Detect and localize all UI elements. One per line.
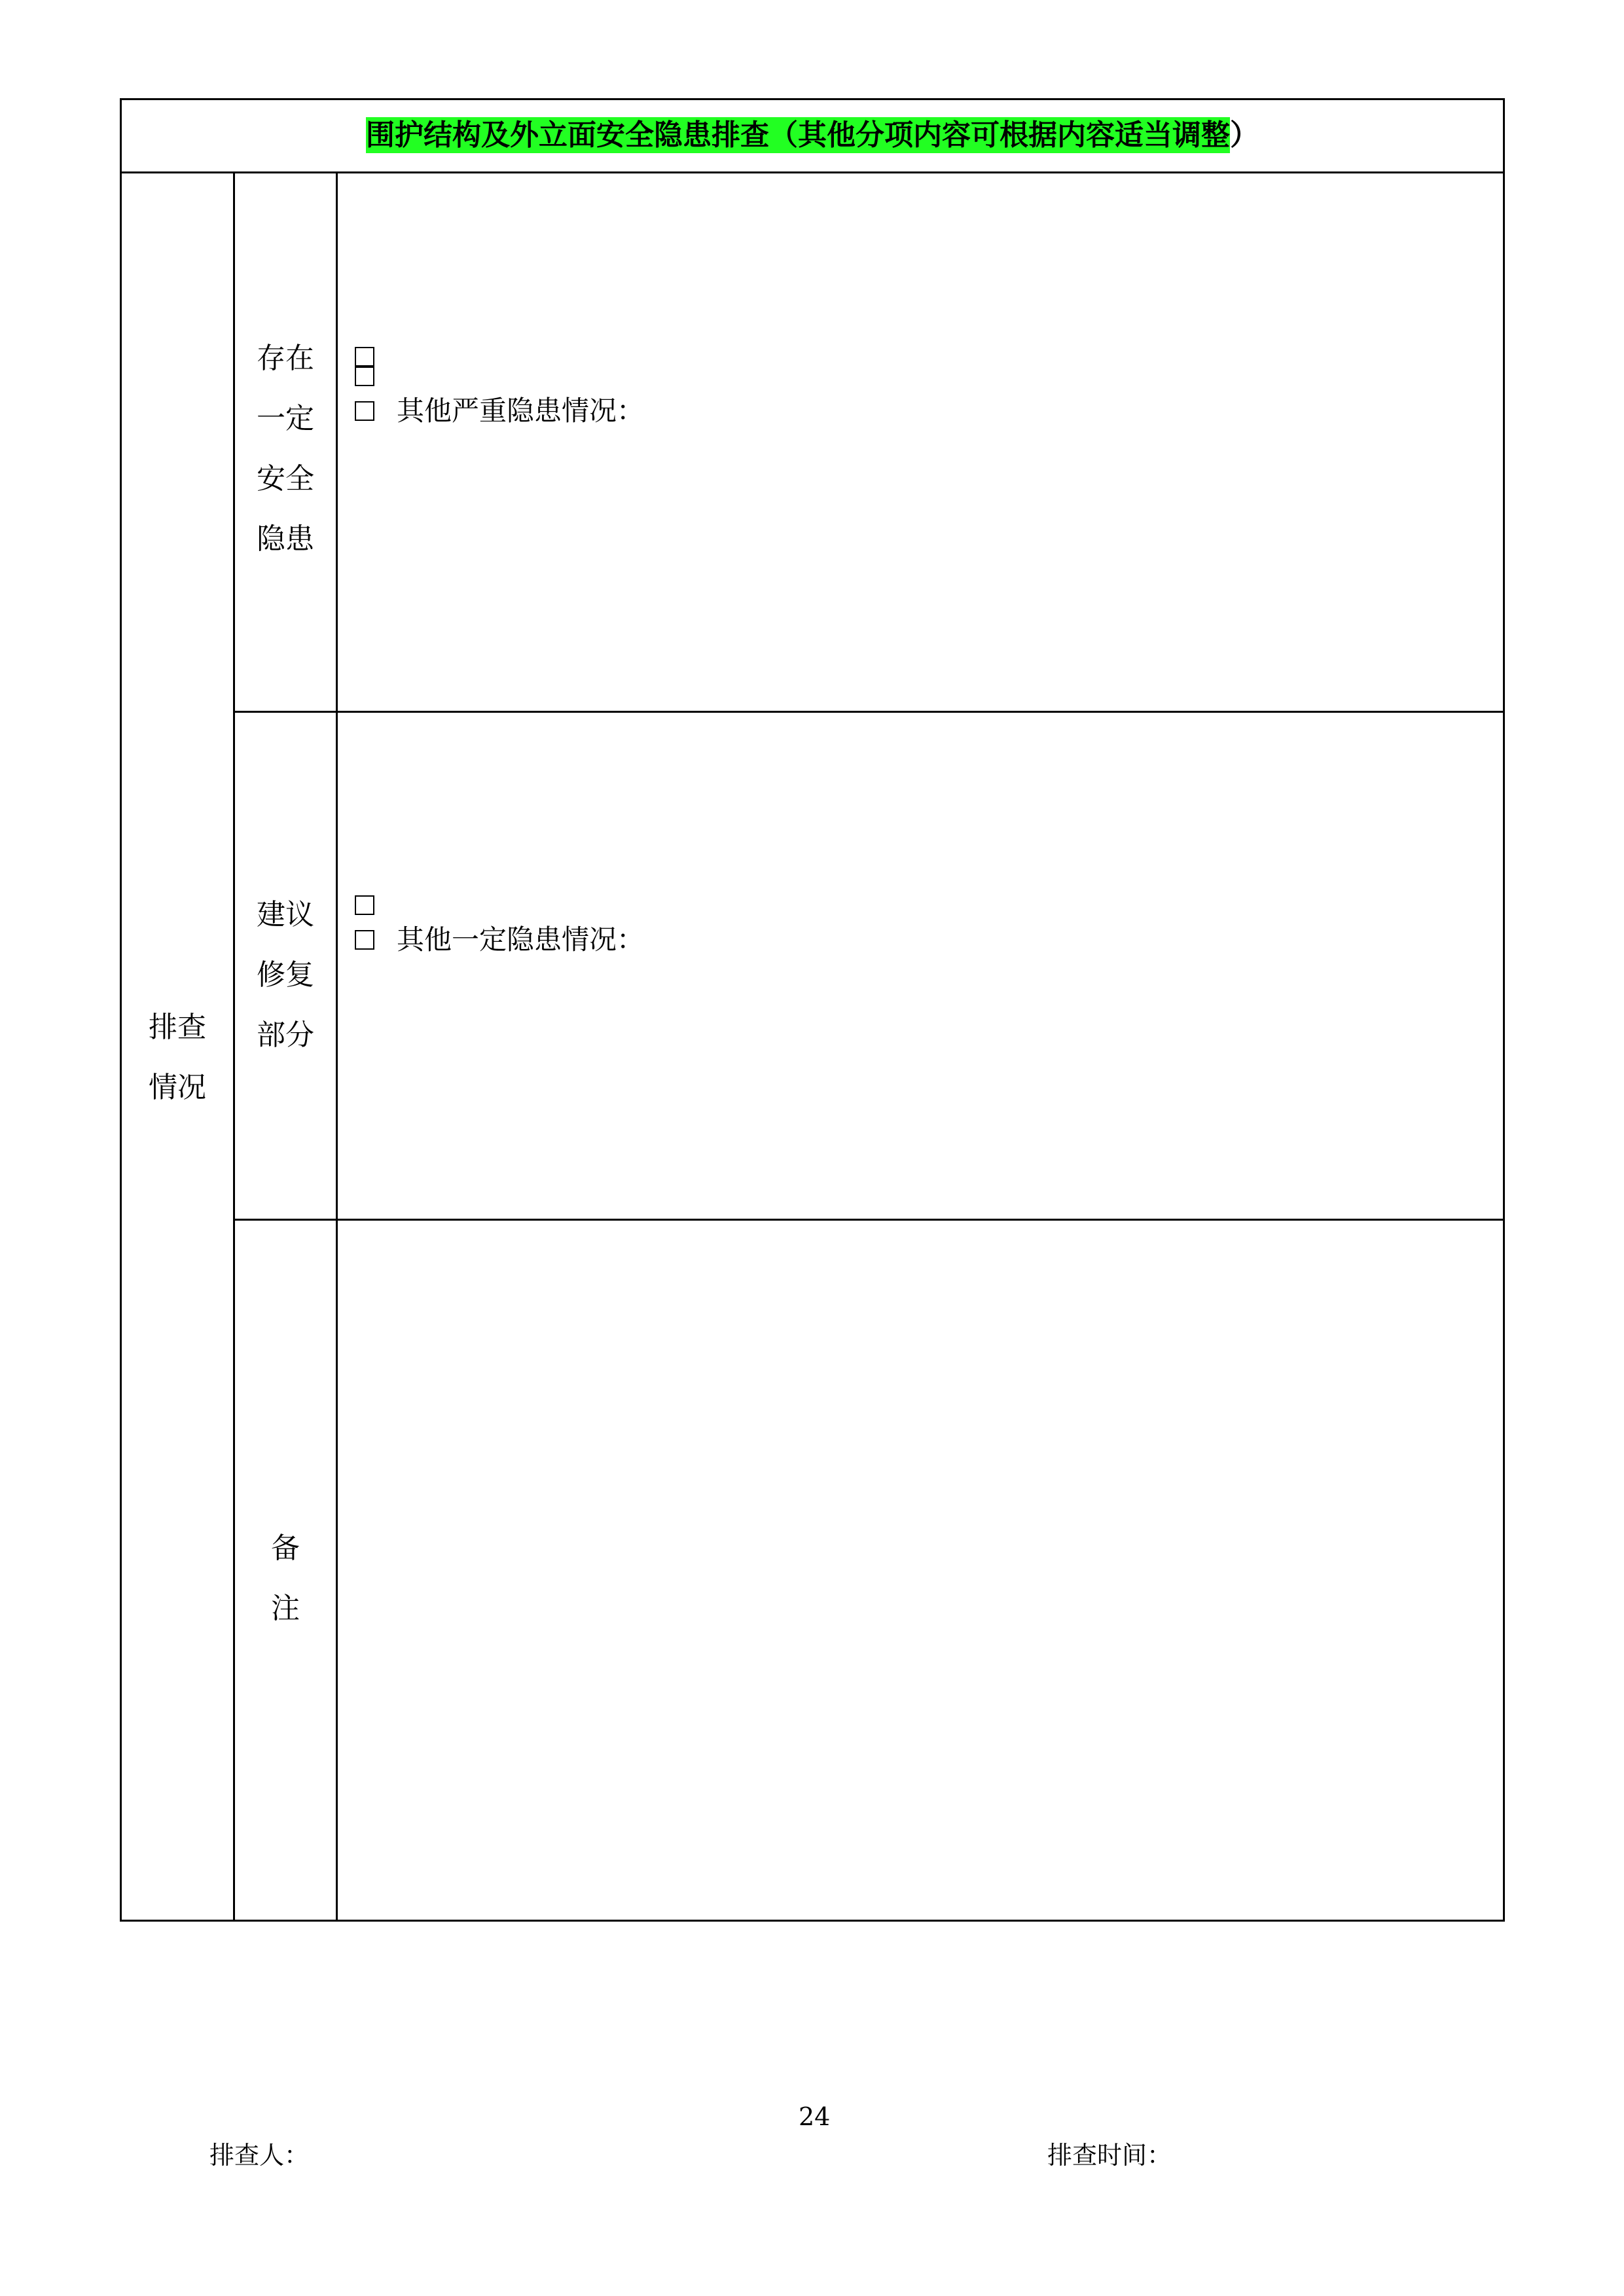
notes-label-line-1: 备 [271, 1532, 300, 1565]
notes-section-label [246, 1518, 325, 1639]
risk-section-label [246, 329, 325, 569]
checkbox[interactable] [355, 347, 374, 367]
checkbox[interactable] [355, 367, 374, 386]
risk-item-3-text: 其他严重隐患情况： [397, 395, 645, 427]
repair-checklist [355, 895, 644, 965]
risk-label-line-3: 安全 [257, 462, 314, 495]
repair-item-2-text: 其他一定隐患情况： [397, 924, 645, 956]
repair-label-line-1: 建议 [257, 898, 314, 931]
inspector-label: 排查人： [209, 2141, 310, 2170]
risk-checkbox-row-1 [355, 347, 644, 367]
risk-checklist [355, 347, 644, 436]
risk-label-line-4: 隐患 [257, 522, 314, 556]
outer-label [138, 997, 217, 1118]
risk-label-line-2: 一定 [257, 402, 314, 435]
inspection-time-label: 排查时间： [1047, 2141, 1172, 2170]
table-title-tail: ） [1230, 118, 1259, 152]
repair-checkbox-row-2 [355, 915, 644, 965]
risk-checkbox-row-2 [355, 367, 644, 386]
page-number: 24 [799, 2102, 831, 2131]
repair-checkbox-row-1 [355, 895, 644, 915]
repair-label-line-2: 修复 [257, 958, 314, 992]
repair-label-line-3: 部分 [257, 1018, 314, 1052]
table-title [366, 116, 1259, 155]
outer-column-divider [233, 171, 235, 1922]
risk-repair-divider [233, 711, 1505, 713]
risk-label-line-1: 存在 [257, 342, 314, 375]
checkbox[interactable] [355, 401, 374, 421]
notes-label-line-2: 注 [271, 1592, 300, 1625]
checkbox[interactable] [355, 930, 374, 950]
outer-label-line-1: 排查 [149, 1011, 206, 1044]
notes-content-area[interactable] [338, 1221, 1503, 1920]
repair-section-label [246, 885, 325, 1066]
checkbox[interactable] [355, 895, 374, 915]
table-title-cell [120, 98, 1504, 173]
risk-checkbox-row-3 [355, 386, 644, 436]
outer-label-line-2: 情况 [149, 1071, 206, 1104]
table-title-highlighted: 围护结构及外立面安全隐患排查（其他分项内容可根据内容适当调整 [366, 118, 1230, 152]
